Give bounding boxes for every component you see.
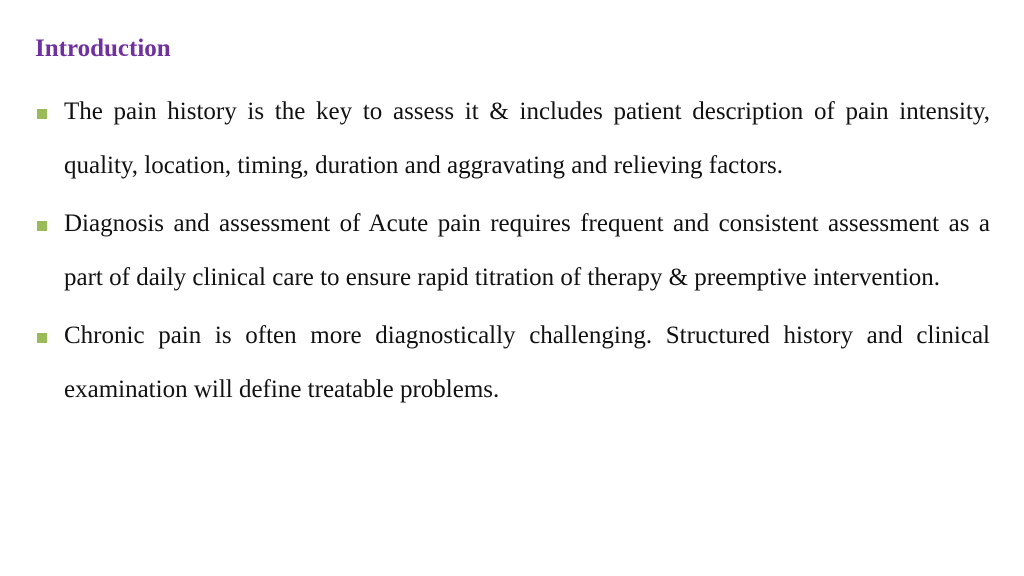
square-bullet-icon bbox=[37, 109, 47, 119]
bullet-item-chronic-pain bbox=[34, 309, 990, 417]
slide-title: Introduction bbox=[35, 35, 171, 62]
square-bullet-icon bbox=[37, 333, 47, 343]
bullet-item-history bbox=[34, 85, 990, 193]
bullet-item-acute-pain bbox=[34, 197, 990, 305]
bullet-text: The pain history is the key to assess it & includes patient description of pain intensity, quality, location, timing, duration and aggravating and relieving factors. bbox=[64, 98, 990, 179]
square-bullet-icon bbox=[37, 221, 47, 231]
bullet-text: Diagnosis and assessment of Acute pain requires frequent and consistent assessment as a part of daily clinical care to ensure rapid titration of therapy & preemptive intervention. bbox=[64, 210, 990, 291]
bullet-text: Chronic pain is often more diagnostically challenging. Structured history and clinical examination will define treatable problems. bbox=[64, 322, 990, 403]
bullet-list bbox=[34, 85, 990, 421]
